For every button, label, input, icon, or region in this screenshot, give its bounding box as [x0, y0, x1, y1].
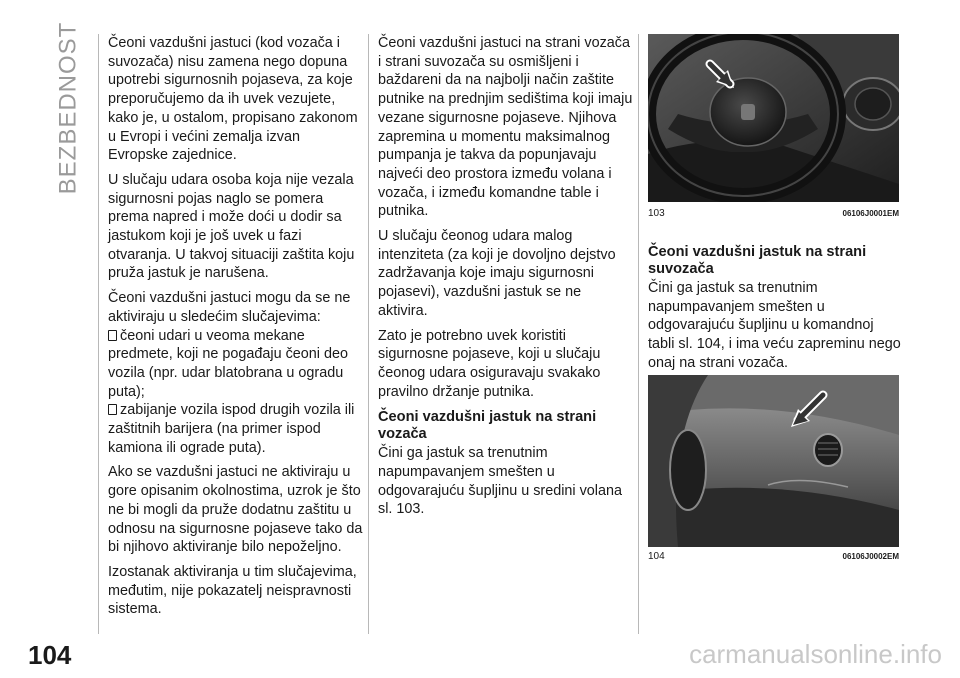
paragraph: U slučaju udara osoba koja nije vezala sigurnosni pojas naglo se pomera prema napred i može doći u dodir sa jastukom koji je još uvek u fazi otvaranja. U takvoj situaciji zaštita koju pruža jastuk je narušena. [108, 171, 355, 282]
figure-code: 06106J0001EM [842, 209, 899, 218]
watermark: carmanualsonline.info [689, 639, 942, 669]
paragraph: Čeoni vazdušni jastuci mogu da se ne aktiviraju u sledećim slučajevima: [108, 290, 351, 325]
list-item [108, 327, 363, 402]
paragraph: Čeoni vazdušni jastuci (kod vozača i suvozača) nisu zamena nego dopuna upotrebi sigurnosnih pojaseva, za koje preporučujemo da ih uvek vezujete, kako je, u ostalom, propisano zakonom u Evropi i većini zemalja izvan Evropske zajednice. [108, 35, 358, 164]
paragraph: Čeoni vazdušni jastuci na strani vozača i strani suvozača su osmišljeni i baždareni da na najbolji način zaštite putnike na prednjim sedištima koji imaju vezane sigurnosne pojaseve. Njihova zapremina u momentu maksimalnog pumpanja je takva da popunjavaju najveći deo prostora između volana i vozača, i između komandne table i putnika. [378, 35, 633, 220]
column-divider-1 [368, 34, 369, 634]
section-tab [52, 21, 84, 195]
section-heading: Čeoni vazdušni jastuk na strani vozača [378, 409, 597, 442]
checkbox-bullet-icon [108, 404, 117, 415]
figure-code: 06106J0002EM [842, 552, 899, 561]
list-item-text: čeoni udari u veoma mekane predmete, koji ne pogađaju čeoni deo vozila (npr. udar blatobrana u ogradu puta); [108, 327, 349, 400]
section-tab-label: BEZBEDNOST [54, 21, 82, 195]
column-divider-2 [638, 34, 639, 634]
figure-caption [648, 208, 899, 219]
paragraph: Izostanak aktiviranja u tim slučajevima, međutim, nije pokazatelj neispravnosti sistema. [108, 563, 357, 618]
page-number: 104 [28, 640, 72, 670]
section-heading: Čeoni vazdušni jastuk na strani suvozača [648, 244, 867, 277]
figure-dashboard-image [648, 375, 899, 547]
paragraph: Čini ga jastuk sa trenutnim napumpavanjem smešten u odgovarajuću šupljinu u sredini volana sl. 103. [378, 445, 623, 518]
checkbox-bullet-icon [108, 330, 117, 341]
figure-caption [648, 551, 899, 562]
paragraph: Čini ga jastuk sa trenutnim napumpavanjem smešten u odgovarajuću šupljinu u komandnoj tabli sl. 104, i ima veću zapreminu nego onaj na strani vozača. [648, 280, 901, 371]
column-3 [648, 244, 903, 379]
figure-steering-wheel-image [648, 34, 899, 202]
column-1 [108, 34, 363, 625]
list-item [108, 401, 363, 457]
list-item-text: zabijanje vozila ispod drugih vozila ili zaštitnih barijera (na primer ispod kamiona ili ograde puta). [108, 402, 355, 456]
column-2 [378, 34, 633, 525]
paragraph: Zato je potrebno uvek koristiti sigurnosne pojaseve, koji u slučaju čeonog udara osiguravaju svakako pravilno držanje putnika. [378, 327, 601, 400]
paragraph: Ako se vazdušni jastuci ne aktiviraju u gore opisanim okolnostima, uzrok je što ne bi mogli da pruže dodatnu zaštitu u odnosu na sigurnosne pojaseve tako da bi njihovo aktiviranje bilo nepoželjno. [108, 464, 363, 556]
figure-number: 103 [648, 208, 665, 219]
figure-number: 104 [648, 551, 665, 562]
paragraph: U slučaju čeonog udara malog intenziteta (za koji je dovoljno dejstvo zadržavanja koje imaju sigurnosni pojasevi), vazdušni jastuk se ne aktivira. [378, 228, 616, 319]
margin-divider [98, 34, 99, 634]
